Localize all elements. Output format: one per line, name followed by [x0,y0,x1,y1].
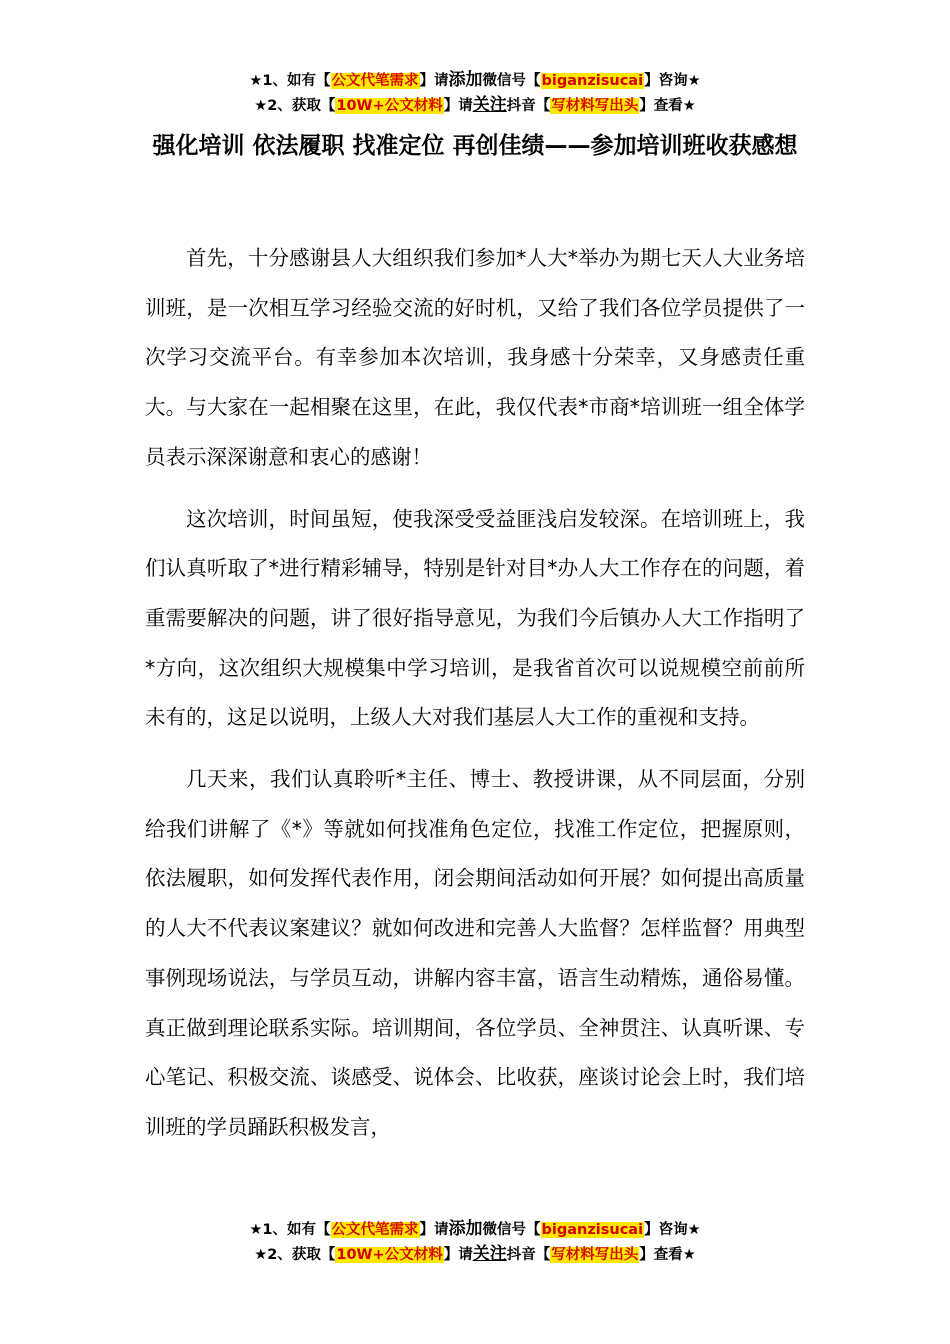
banner-highlight: 公文代笔需求 [331,73,419,89]
banner-text: 】咨询★ [644,1222,701,1238]
banner-text: 抖音【 [506,1247,551,1263]
banner-line-2 [0,93,950,118]
banner-emphasis: 添加 [448,70,483,90]
banner-highlight: 10W+公文材料 [336,1247,443,1263]
banner-douyin-id: 写材料写出头 [551,1247,639,1263]
banner-wechat-id: biganzisucai [541,73,644,89]
banner-wechat-id: biganzisucai [541,1222,644,1238]
paragraph: 几天来，我们认真聆听*主任、博士、教授讲课，从不同层面，分别给我们讲解了《*》等就如何找准角色定位，找准工作定位，把握原则，依法履职，如何发挥代表作用，闭会期间活动如何开展？如何提出高质量的人大不代表议案建议？就如何改进和完善人大监督？怎样监督？用典型事例现场说法，与学员互动，讲解内容丰富，语言生动精炼，通俗易懂。真正做到理论联系实际。培训期间，各位学员、全神贯注、认真听课、专心笔记、积极交流、谈感受、说体会、比收获，座谈讨论会上时，我们培训班的学员踊跃积极发言， [145,767,805,1139]
header-banner [0,68,950,118]
banner-line-1 [0,68,950,93]
document-title: 强化培训 依法履职 找准定位 再创佳绩——参加培训班收获感想 [152,133,798,159]
banner-text: 】请 [419,1222,449,1238]
banner-emphasis: 关注 [472,1244,507,1264]
banner-text: ★2、获取【 [254,1247,336,1263]
footer-banner [0,1217,950,1267]
banner-text: 抖音【 [506,98,551,114]
banner-text: 】请 [443,1247,473,1263]
banner-highlight: 公文代笔需求 [331,1222,419,1238]
banner-highlight: 10W+公文材料 [336,98,443,114]
banner-text: 】请 [443,98,473,114]
banner-line-1 [0,1217,950,1242]
banner-text: 】查看★ [639,98,696,114]
banner-text: ★1、如有【 [249,73,331,89]
banner-douyin-id: 写材料写出头 [551,98,639,114]
banner-text: ★2、获取【 [254,98,336,114]
banner-text: 微信号【 [482,73,541,89]
banner-text: 】查看★ [639,1247,696,1263]
paragraph: 首先，十分感谢县人大组织我们参加*人大*举办为期七天人大业务培训班，是一次相互学习经验交流的好时机，又给了我们各位学员提供了一次学习交流平台。有幸参加本次培训，我身感十分荣幸，又身感责任重大。与大家在一起相聚在这里，在此，我仅代表*市商*培训班一组全体学员表示深深谢意和衷心的感谢！ [145,246,805,469]
document-body [145,234,805,1165]
banner-text: ★1、如有【 [249,1222,331,1238]
paragraph: 这次培训，时间虽短，使我深受受益匪浅启发较深。在培训班上，我们认真听取了*进行精彩辅导，特别是针对目*办人大工作存在的问题，着重需要解决的问题，讲了很好指导意见，为我们今后镇办人大工作指明了*方向，这次组织大规模集中学习培训，是我省首次可以说规模空前前所未有的，这足以说明，上级人大对我们基层人大工作的重视和支持。 [145,506,805,730]
banner-text: 微信号【 [482,1222,541,1238]
banner-line-2 [0,1242,950,1267]
banner-text: 】请 [419,73,449,89]
banner-text: 】咨询★ [644,73,701,89]
banner-emphasis: 关注 [472,95,507,115]
banner-emphasis: 添加 [448,1219,483,1239]
